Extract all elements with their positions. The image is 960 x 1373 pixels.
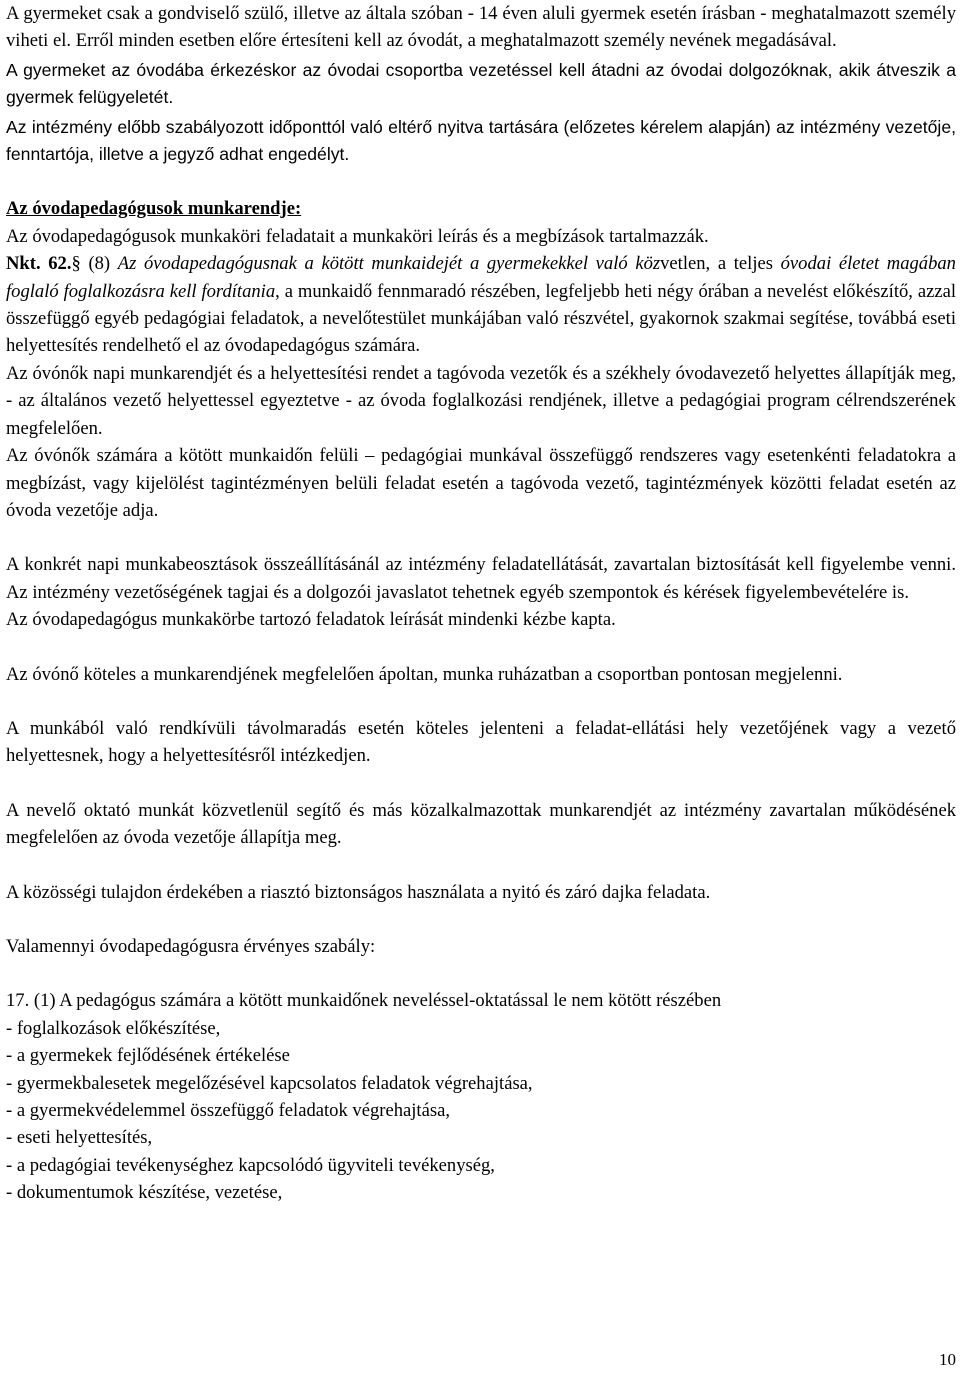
list-item: - dokumentumok készítése, vezetése, [6,1182,283,1204]
paragraph-legal-reference [6,250,956,360]
list-item: - foglalkozások előkészítése, [6,1017,221,1039]
section-heading-text: Az óvodapedagógusok munkarendje: [6,198,302,220]
section-sign: § [71,253,81,275]
paragraph-daily-schedule: Az óvónők napi munkarendjét és a helyettesítési rendet a tagóvoda vezetők és a székhely óvodavezető helyettes állapítják meg, - az általános vezető helyettessel egyeztetve - az óvoda foglalkozási rendjének, illetve a pedagógiai program célrendszerének megfelelően. [6,362,956,439]
paragraph-pickup-rules: A gyermeket csak a gondviselő szülő, illetve az általa szóban - 14 éven aluli gyermek esetén írásban - meghatalmazott személy viheti el. Erről minden esetben előre értesíteni kell az óvodát, a meghatalmazott személy nevének megadásával. [6,3,956,52]
task-list [6,1015,956,1207]
paragraph-opening-hours-exception: Az intézmény előbb szabályozott időponttól való eltérő nyitva tartására (előzetes kérelem alapján) az intézmény vezetője, fenntartója, illetve a jegyző adhat engedélyt. [6,116,956,165]
list-item: - a gyermekek fejlődésének értékelése [6,1045,290,1067]
paragraph-marker: (8) [80,253,118,275]
paragraph-work-scheduling: A konkrét napi munkabeosztások összeállításánál az intézmény feladatellátását, zavartalan biztosítását kell figyelembe venni. Az intézmény vezetőségének tagjai és a dolgozói javaslatot tehetnek egyéb szempontok és kérések figyelembevételére is. [6,554,956,603]
section-heading-work-schedule [6,195,956,222]
paragraph-general-rule-intro: Valamennyi óvodapedagógusra érvényes szabály: [6,935,376,957]
law-quote-italic-2: óvodai életet magában foglaló foglalkozásra kell fordítania [6,253,956,302]
law-quote-plain: vetlen, a teljes [660,253,781,275]
list-item: - a pedagógiai tevékenységhez kapcsolódó ügyviteli tevékenység, [6,1154,495,1176]
paragraph-appearance: Az óvónő köteles a munkarendjének megfelelően ápoltan, munka ruházatban a csoportban pontosan megjelenni. [6,663,843,685]
law-reference: Nkt. 62. [6,253,72,275]
paragraph-job-descriptions: Az óvodapedagógusok munkaköri feladatait a munkaköri leírás és a megbízások tartalmazzák. [6,225,709,247]
page-number: 10 [939,1350,956,1369]
paragraph-extra-assignments: Az óvónők számára a kötött munkaidőn felüli – pedagógiai munkával összefüggő rendszeres vagy esetenkénti feladatokra a megbízást, vagy kijelölést tagintézményen belüli feladat esetén a tagóvoda vezető, tagintézmények közötti feladat esetén az óvoda vezetője adja. [6,445,956,521]
law-quote-italic: Az óvodapedagógusnak a kötött munkaidejét a gyermekekkel való köz [117,253,661,275]
list-item: - gyermekbalesetek megelőzésével kapcsolatos feladatok végrehajtása, [6,1072,533,1094]
paragraph-support-staff: A nevelő oktató munkát közvetlenül segítő és más közalkalmazottak munkarendjét az intézmény zavartalan működésének megfelelően az óvoda vezetője állapítja meg. [6,799,956,849]
document-page [6,0,956,1207]
list-item: - eseti helyettesítés, [6,1127,153,1149]
law-quote-rest: , a munkaidő fennmaradó részében, legfeljebb heti négy órában a nevelést előkészítő, azzal összefüggő egyéb pedagógiai feladatok, a nevelőtestület munkájában való részvétel, gyakornok szakmai segítése, továbbá eseti helyettesítés rendelhető el az óvodapedagógus számára. [6,280,956,357]
paragraph-job-description-received: Az óvodapedagógus munkakörbe tartozó feladatok leírását mindenki kézbe kapta. [6,609,616,631]
paragraph-alarm-usage: A közösségi tulajdon érdekében a riasztó biztonságos használata a nyitó és záró dajka feladata. [6,881,711,903]
paragraph-absence-reporting: A munkából való rendkívüli távolmaradás esetén köteles jelenteni a feladat-ellátási hely vezetőjének vagy a vezető helyettesnek, hogy a helyettesítésről intézkedjen. [6,717,956,767]
paragraph-arrival-handover: A gyermeket az óvodába érkezéskor az óvodai csoportba vezetéssel kell átadni az óvodai dolgozóknak, akik átveszik a gyermek felügyeletét. [6,59,956,108]
list-item: - a gyermekvédelemmel összefüggő feladatok végrehajtása, [6,1100,450,1121]
paragraph-rule-17: 17. (1) A pedagógus számára a kötött munkaidőnek neveléssel-oktatással le nem kötött részében [6,990,722,1012]
